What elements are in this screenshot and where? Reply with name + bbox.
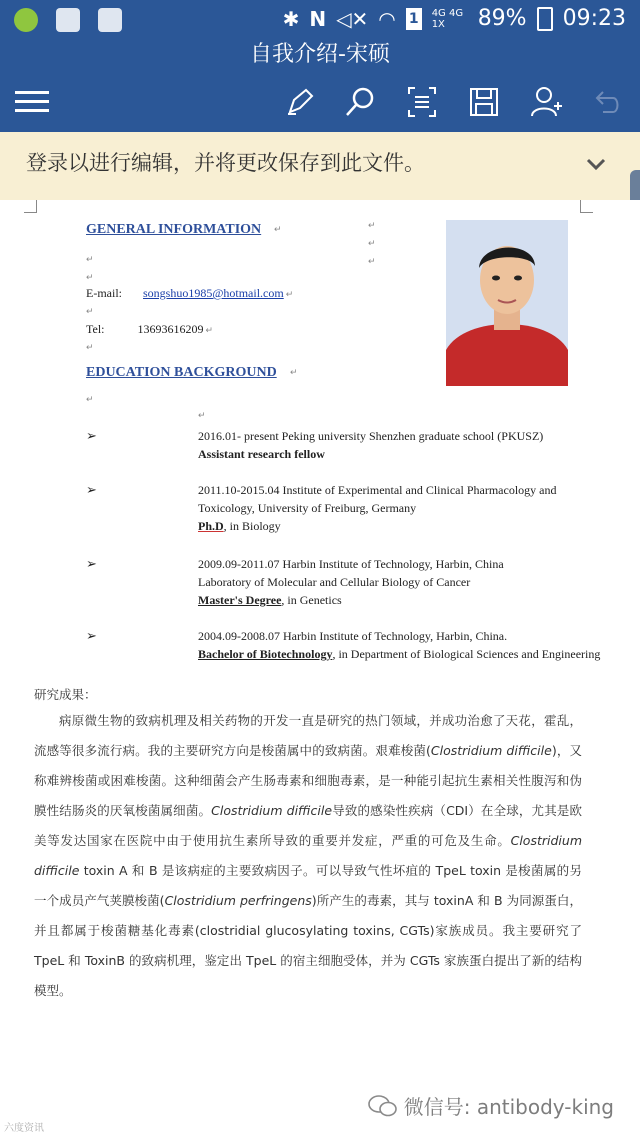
portrait-image	[446, 220, 568, 386]
pen-icon	[284, 86, 316, 118]
education-entry	[198, 427, 628, 463]
page-corner-mark	[24, 200, 37, 213]
document-page[interactable]: GENERAL INFORMATION ↵ ↵ ↵ ↵ ↵ ↵ E-mail: songshuo1985@hotmail.com ↵ ↵ Tel: 13693616209 ↵ ↵ EDUCATION BACKGROUND ↵ ↵ ↵ ➢ 2016.01- present Peking university Shenzhen graduate school (PKUSZ) Assistant research fellow ➢ 2011.10-2015.04 Institute of Experimental and Clinical Pharmacology and Toxicology, University of Freiburg, Germany Ph.D, in Biology ➢ 2009.09-2011.07 Harbin Institute of Technology, Harbin, China Laboratory of Molecular and Cellular Biology of Cancer Master's Degree, in Genetics ➢ 2004.09-2008.07 Harbin Institute of Technology, Harbin, China. Bachelor of Biotechnology, in Department of Biological Sciences and Engineering 研究成果： 病原微生物的致病机理及相关药物的开发一直是研究的热门领域，并成功治愈了天花，霍乱，流感等很多流行病。我的主要研究方向是梭菌属中的致病菌。艰难梭菌(Clostridium difficile)，又称难辨梭菌或困难梭菌。这种细菌会产生肠毒素和细胞毒素，是一种能引起抗生素相关性腹泻和伪膜性结肠炎的厌氧梭菌属细菌。Clostridium difficile导致的感染性疾病（CDI）在全球，尤其是欧美等发达国家在医院中由于使用抗生素所导致的重要并发症，严重的可危及生命。Clostridium difficile toxin A 和 B 是该病症的主要致病因子。可以导致气性坏疽的 TpeL toxin 是梭菌属的另一个成员产气荚膜梭菌(Clostridium perfringens)所产生的毒素，其与 toxinA 和 B 为同源蛋白，并且都属于梭菌糖基化毒素(clostridial glucosylating toxins, CGTs)家族成员。我主要研究了 TpeL 和 ToxinB 的致病机理，鉴定出 TpeL 的宿主细胞受体，并为 CGTs 家族蛋白提出了新的结构模型。 微信号: antibody-king 六度资讯	[0, 200, 640, 1138]
read-mode-button[interactable]	[402, 82, 442, 122]
corner-watermark: 六度资讯	[4, 1123, 44, 1134]
general-info-heading: GENERAL INFORMATION	[86, 222, 262, 237]
species-name: Clostridium perfringens	[164, 893, 312, 908]
bullet-arrow-icon: ➢	[86, 482, 97, 497]
clock: 09:23	[562, 6, 626, 31]
menu-button[interactable]	[12, 82, 52, 122]
research-text: )所产生的毒素，其与 toxinA 和 B 为同源蛋白，并且都属于梭菌糖基化毒素(clostridial glucosylating toxins, CGTs)家族成员。我主要研究了 TpeL 和 ToxinB 的致病机理，鉴定出 TpeL 的宿主细胞受体，并为 CGTs 家族蛋白提出了新的结构模型。	[34, 893, 582, 998]
share-button[interactable]	[526, 82, 566, 122]
chevron-down-icon[interactable]	[582, 150, 610, 178]
sim-icon: 1	[406, 8, 422, 30]
status-bar	[0, 0, 640, 40]
sign-in-banner[interactable]	[0, 132, 640, 200]
app-toolbar	[0, 74, 640, 132]
banner-text: 登录以进行编辑，并将更改保存到此文件。	[26, 151, 425, 175]
education-degree-detail: , in Genetics	[281, 593, 342, 607]
edit-button[interactable]	[280, 82, 320, 122]
hamburger-icon	[15, 89, 49, 115]
wifi-icon: ◠	[378, 6, 396, 31]
system-indicators	[283, 6, 626, 31]
profile-photo	[446, 220, 568, 386]
mute-icon: ◁✕	[336, 6, 369, 31]
research-text: toxin A 和 B 是该病症的主要致病因子。可以导致气性坏疽的 TpeL toxin 是梭菌属的另一个成员产气荚膜梭菌(	[34, 863, 582, 908]
search-button[interactable]	[340, 82, 380, 122]
education-degree: Ph.D	[198, 519, 224, 533]
add-person-icon	[530, 86, 562, 118]
species-name: Clostridium difficile	[34, 833, 582, 878]
email-label: E-mail:	[86, 286, 122, 300]
watermark-text: 微信号: antibody-king	[403, 1095, 614, 1119]
undo-button[interactable]	[588, 82, 628, 122]
battery-icon	[537, 7, 553, 31]
education-degree: Bachelor of Biotechnology	[198, 647, 333, 661]
education-line: 2009.09-2011.07 Harbin Institute of Technology, Harbin, China	[198, 557, 504, 571]
research-text: 导致的感染性疾病（CDI）在全球，尤其是欧美等发达国家在医院中由于使用抗生素所导致的重要并发症，严重的可危及生命。	[34, 803, 582, 848]
tel-row: Tel: 13693616209 ↵	[86, 322, 214, 336]
nfc-icon: N	[309, 6, 327, 31]
search-icon	[344, 86, 376, 118]
education-degree: Master's Degree	[198, 593, 282, 607]
email-link[interactable]: songshuo1985@hotmail.com	[143, 286, 284, 300]
education-degree-detail: , in Biology	[223, 519, 281, 533]
document-title: 自我介绍-宋硕	[250, 42, 390, 67]
species-name: Clostridium difficile	[430, 743, 552, 758]
research-text: 病原微生物的致病机理及相关药物的开发一直是研究的热门领域，并成功治愈了天花，霍乱，流感等很多流行病。我的主要研究方向是梭菌属中的致病菌。艰难梭菌(	[34, 713, 582, 758]
education-line: Laboratory of Molecular and Cellular Biology of Cancer	[198, 575, 471, 589]
wechat-watermark	[368, 1091, 614, 1120]
save-icon	[469, 87, 499, 117]
tel-label: Tel:	[86, 322, 105, 336]
bluetooth-icon: ✱	[282, 6, 300, 31]
network-type: 4G 4G 1X	[431, 7, 464, 30]
education-entry	[198, 627, 628, 663]
research-paragraph	[34, 706, 582, 1006]
education-line: 2011.10-2015.04 Institute of Experimental and Clinical Pharmacology and	[198, 483, 557, 497]
education-line: Toxicology, University of Freiburg, Germany	[198, 501, 417, 515]
notification-icons	[14, 8, 122, 32]
education-entry	[198, 555, 628, 609]
app-notification-icon	[14, 8, 38, 32]
education-degree: Assistant research fellow	[198, 447, 325, 461]
tel-value: 13693616209	[137, 322, 204, 336]
document-title-bar	[0, 40, 640, 74]
bullet-arrow-icon: ➢	[86, 556, 97, 571]
species-name: Clostridium difficile	[211, 803, 333, 818]
email-row: E-mail: songshuo1985@hotmail.com ↵	[86, 286, 294, 300]
research-text: )，又称难辨梭菌或困难梭菌。这种细菌会产生肠毒素和细胞毒素，是一种能引起抗生素相关性腹泻和伪膜性结肠炎的厌氧梭菌属细菌。	[34, 743, 582, 818]
bullet-arrow-icon: ➢	[86, 428, 97, 443]
bullet-arrow-icon: ➢	[86, 628, 97, 643]
save-button[interactable]	[464, 82, 504, 122]
gallery-notification-icon	[56, 8, 80, 32]
read-mode-icon	[407, 86, 437, 118]
undo-icon	[593, 88, 623, 116]
research-section	[34, 684, 582, 1006]
s-notification-icon	[98, 8, 122, 32]
education-heading: EDUCATION BACKGROUND	[86, 365, 277, 380]
education-degree-detail: , in Department of Biological Sciences and Engineering	[332, 647, 601, 661]
page-corner-mark	[580, 200, 593, 213]
battery-level: 89%	[477, 6, 527, 31]
research-title: 研究成果：	[34, 687, 97, 702]
education-line: 2016.01- present Peking university Shenzhen graduate school (PKUSZ)	[198, 429, 544, 443]
education-entry	[198, 481, 628, 535]
education-line: 2004.09-2008.07 Harbin Institute of Technology, Harbin, China.	[198, 629, 508, 643]
wechat-icon	[368, 1094, 398, 1118]
